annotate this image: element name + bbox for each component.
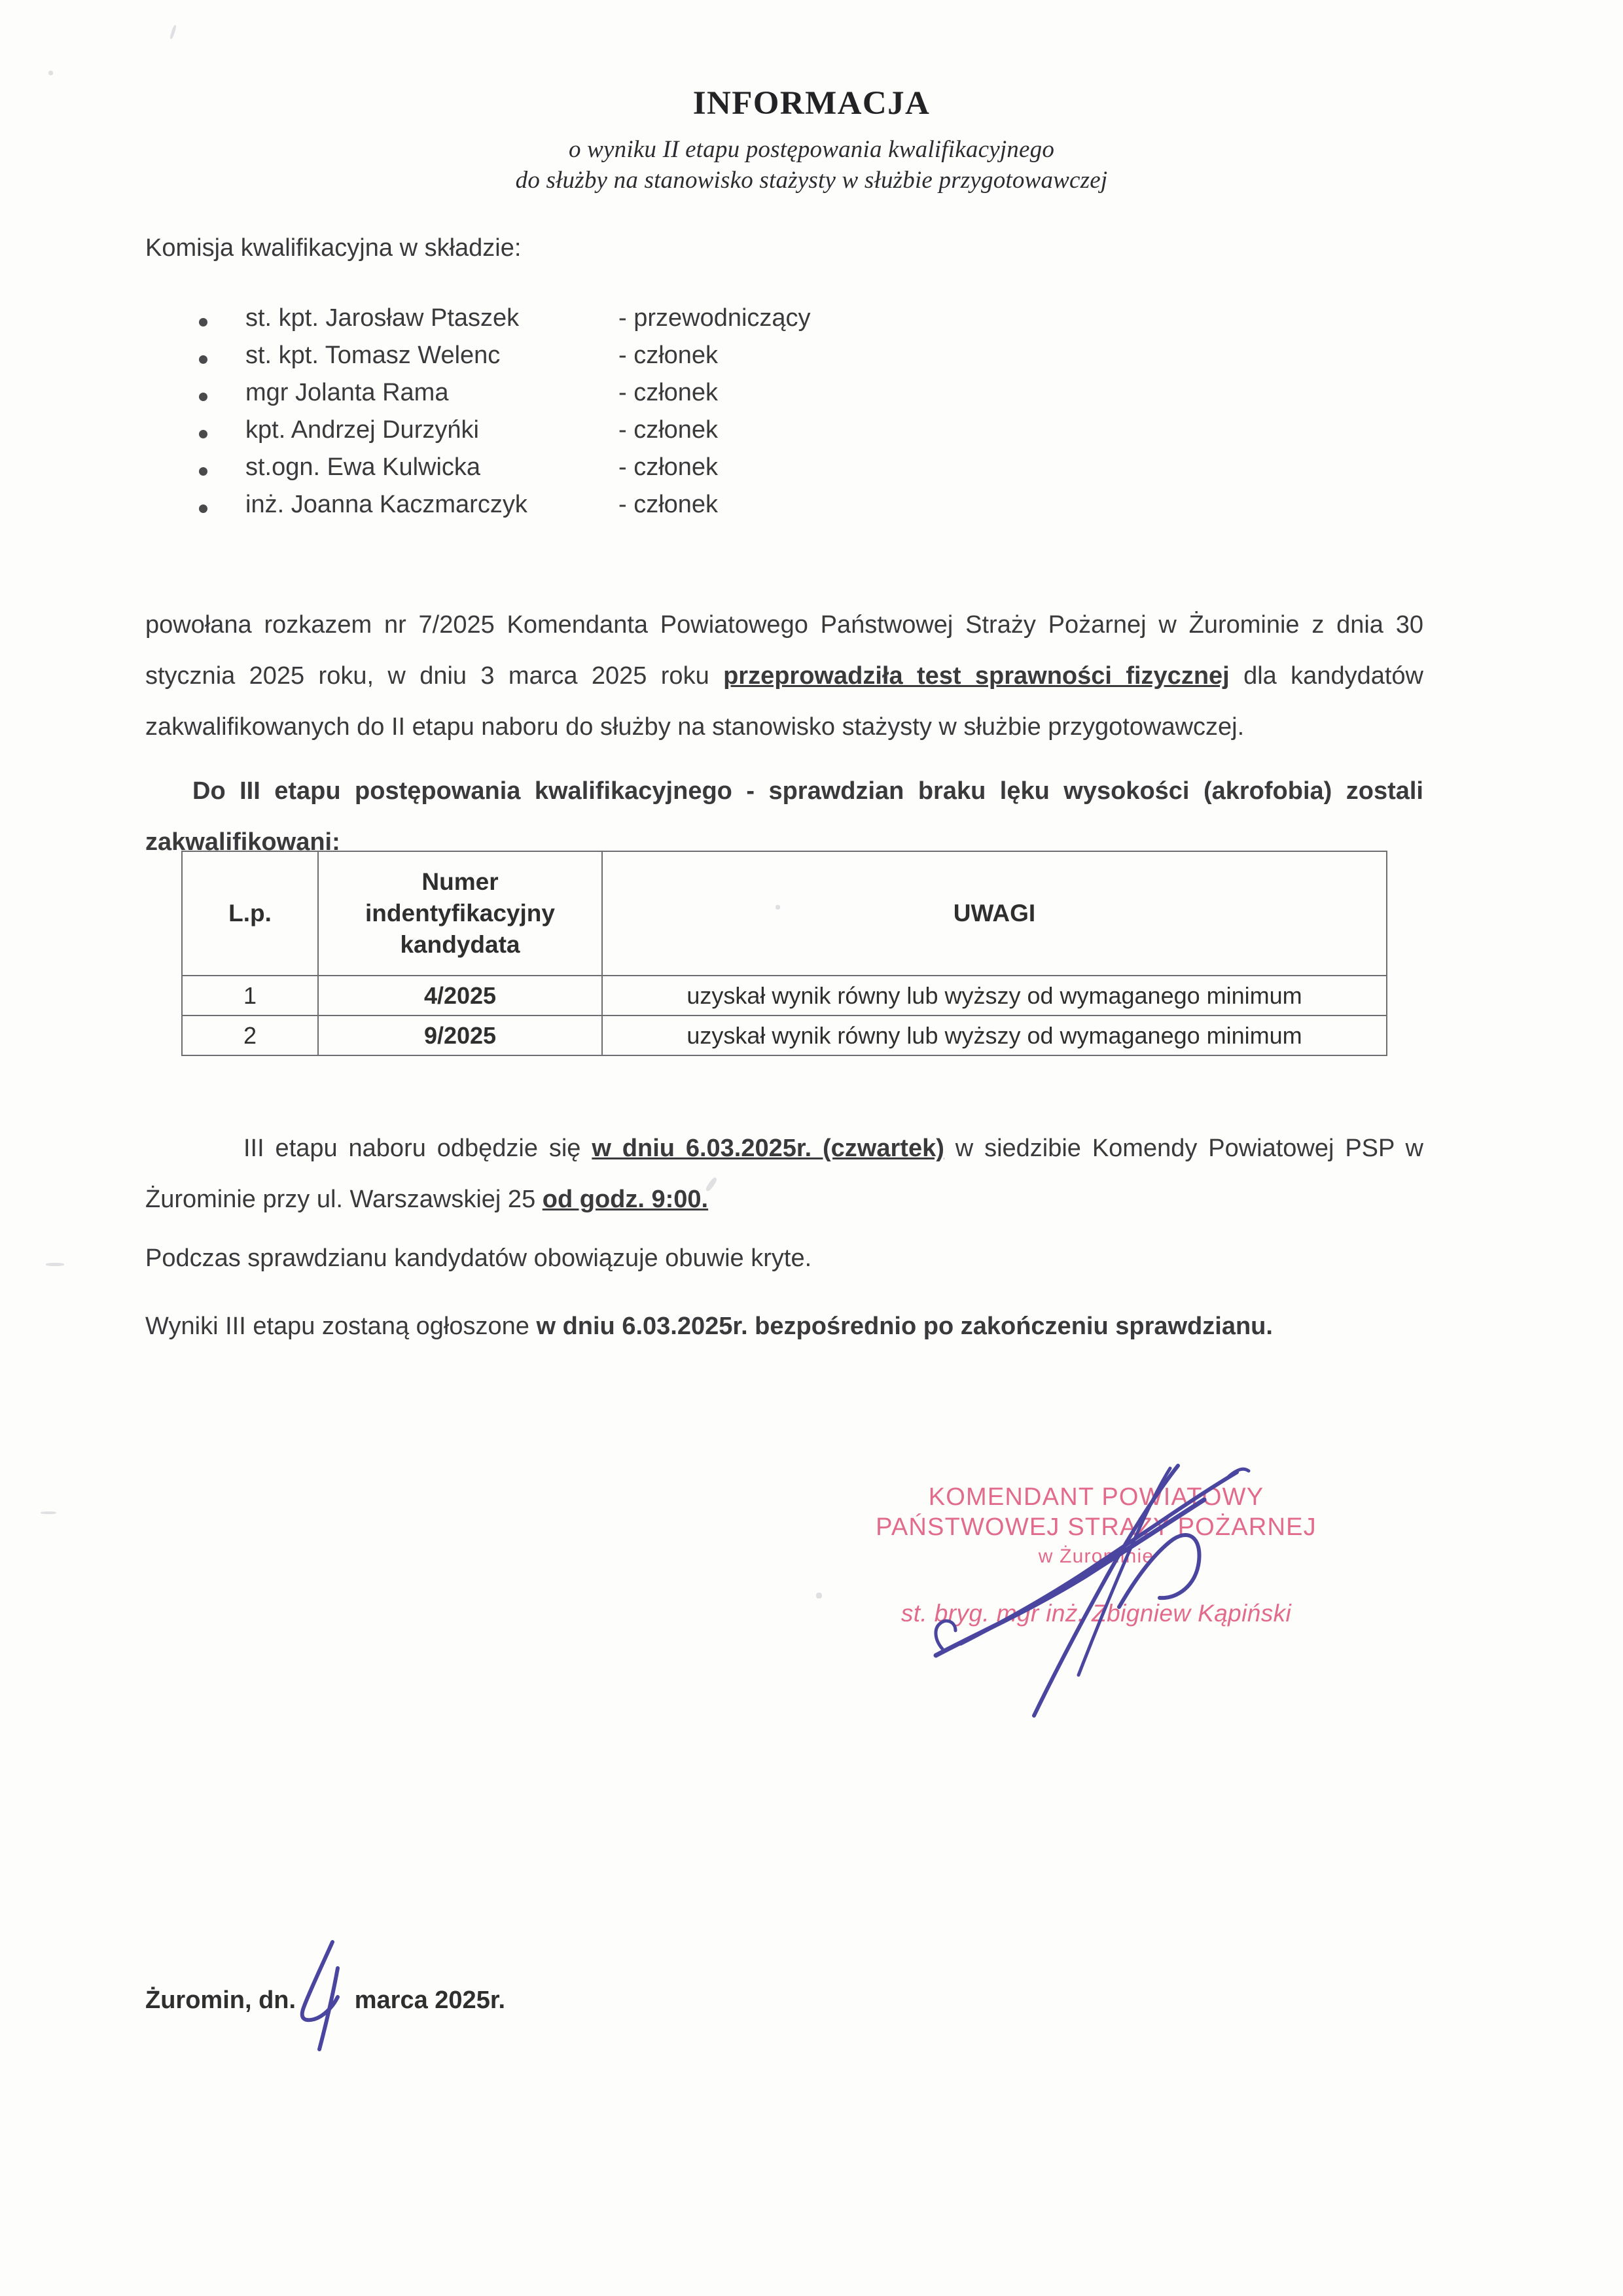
column-header-remarks: UWAGI bbox=[602, 851, 1387, 976]
column-header-line-2: indentyfikacyjny bbox=[365, 900, 555, 927]
cell-candidate-number: 9/2025 bbox=[318, 1016, 602, 1055]
cell-remarks: uzyskał wynik równy lub wyższy od wymaganego minimum bbox=[602, 1016, 1387, 1055]
member-role: - członek bbox=[618, 342, 719, 369]
page-title: INFORMACJA bbox=[692, 85, 931, 122]
scan-speck bbox=[48, 71, 53, 75]
scan-speck bbox=[41, 1511, 56, 1514]
member-role: - członek bbox=[618, 416, 719, 444]
list-item bbox=[196, 453, 1113, 491]
table-row bbox=[182, 976, 1387, 1016]
member-role: - przewodniczący bbox=[618, 304, 811, 332]
member-name: inż. Joanna Kaczmarczyk bbox=[245, 491, 527, 518]
main-paragraph-text-2: dla kandydatów zakwalifikowanych do II etapu naboru do służby na stanowisko stażysty w służbie przygotowawczej. bbox=[145, 662, 1423, 741]
cell-remarks: uzyskał wynik równy lub wyższy od wymaganego minimum bbox=[602, 976, 1387, 1016]
list-item bbox=[196, 491, 1113, 528]
column-header-candidate-number bbox=[318, 851, 602, 976]
stamp-line-2: PAŃSTWOWEJ STRAŻY POŻARNEJ bbox=[876, 1513, 1317, 1541]
third-stage-text-1: III etapu naboru odbędzie się bbox=[243, 1135, 592, 1162]
main-paragraph bbox=[145, 599, 1423, 752]
table-header-row bbox=[182, 851, 1387, 976]
column-header-lp: L.p. bbox=[182, 851, 318, 976]
third-stage-emphasis-time: od godz. 9:00. bbox=[542, 1186, 709, 1213]
list-item bbox=[196, 342, 1113, 379]
footer-date-suffix: marca 2025r. bbox=[340, 1987, 506, 2014]
main-paragraph-text-1: powołana rozkazem nr 7/2025 Komendanta Powiatowego Państwowej Straży Pożarnej w Żurominie z dnia 30 stycznia 2025 roku, w dniu 3 marca 2025 roku bbox=[145, 611, 1423, 690]
member-name: st. kpt. Jarosław Ptaszek bbox=[245, 304, 520, 332]
stamp-line-1: KOMENDANT POWIATOWY bbox=[928, 1483, 1264, 1511]
bullet-icon bbox=[199, 393, 207, 401]
third-stage-paragraph bbox=[145, 1123, 1423, 1225]
qualified-paragraph: Do III etapu postępowania kwalifikacyjnego - sprawdzian braku lęku wysokości (akrofobia) zostali zakwalifikowani: bbox=[145, 777, 1423, 856]
list-item bbox=[196, 416, 1113, 453]
cell-lp: 1 bbox=[182, 976, 318, 1016]
handwritten-signature bbox=[838, 1459, 1296, 1734]
table-body bbox=[182, 976, 1387, 1055]
results-emphasis: w dniu 6.03.2025r. bezpośrednio po zakończeniu sprawdzianu. bbox=[536, 1313, 1273, 1340]
list-item bbox=[196, 379, 1113, 416]
results-text-1: Wyniki III etapu zostaną ogłoszone bbox=[145, 1313, 537, 1340]
footer-date-line bbox=[145, 1987, 505, 2015]
commission-intro: Komisja kwalifikacyjna w składzie: bbox=[145, 234, 522, 262]
scan-speck bbox=[169, 25, 177, 39]
cell-lp: 2 bbox=[182, 1016, 318, 1055]
bullet-icon bbox=[199, 430, 207, 438]
footer-place: Żuromin, dn. bbox=[145, 1987, 303, 2014]
subtitle-line-2: do służby na stanowisko stażysty w służbie przygotowawczej bbox=[515, 167, 1108, 194]
table-row bbox=[182, 1016, 1387, 1055]
table-head bbox=[182, 851, 1387, 976]
subtitle-line-1: o wyniku II etapu postępowania kwalifikacyjnego bbox=[568, 136, 1055, 163]
list-item bbox=[196, 304, 1113, 342]
member-role: - członek bbox=[618, 379, 719, 406]
bullet-icon bbox=[199, 355, 207, 364]
scan-speck bbox=[46, 1263, 64, 1266]
bullet-icon bbox=[199, 318, 207, 327]
member-name: st.ogn. Ewa Kulwicka bbox=[245, 453, 481, 481]
results-table bbox=[181, 851, 1387, 1056]
member-role: - członek bbox=[618, 453, 719, 481]
stamp-line-4-name: st. bryg. mgr inż. Zbigniew Kąpiński bbox=[901, 1600, 1292, 1627]
member-name: st. kpt. Tomasz Welenc bbox=[245, 342, 501, 369]
third-stage-emphasis-date: w dniu 6.03.2025r. (czwartek) bbox=[592, 1135, 944, 1162]
main-paragraph-emphasis: przeprowadziła test sprawności fizycznej bbox=[723, 662, 1230, 690]
cell-candidate-number: 4/2025 bbox=[318, 976, 602, 1016]
member-name: kpt. Andrzej Durzyńki bbox=[245, 416, 479, 444]
column-header-line-3: kandydata bbox=[400, 931, 520, 958]
commission-member-list bbox=[196, 304, 1113, 528]
results-announcement-paragraph bbox=[145, 1301, 1423, 1352]
stamp-line-3: w Żurominie bbox=[1038, 1545, 1154, 1567]
scan-speck bbox=[816, 1593, 822, 1598]
column-header-line-1: Numer bbox=[421, 868, 499, 895]
member-name: mgr Jolanta Rama bbox=[245, 379, 449, 406]
third-stage-text-2: w siedzibie Komendy Powiatowej PSP w Żurominie przy ul. Warszawskiej 25 bbox=[145, 1135, 1424, 1213]
member-role: - członek bbox=[618, 491, 719, 518]
footwear-paragraph: Podczas sprawdzianu kandydatów obowiązuje obuwie kryte. bbox=[145, 1245, 812, 1272]
bullet-icon bbox=[199, 467, 207, 476]
bullet-icon bbox=[199, 504, 207, 513]
